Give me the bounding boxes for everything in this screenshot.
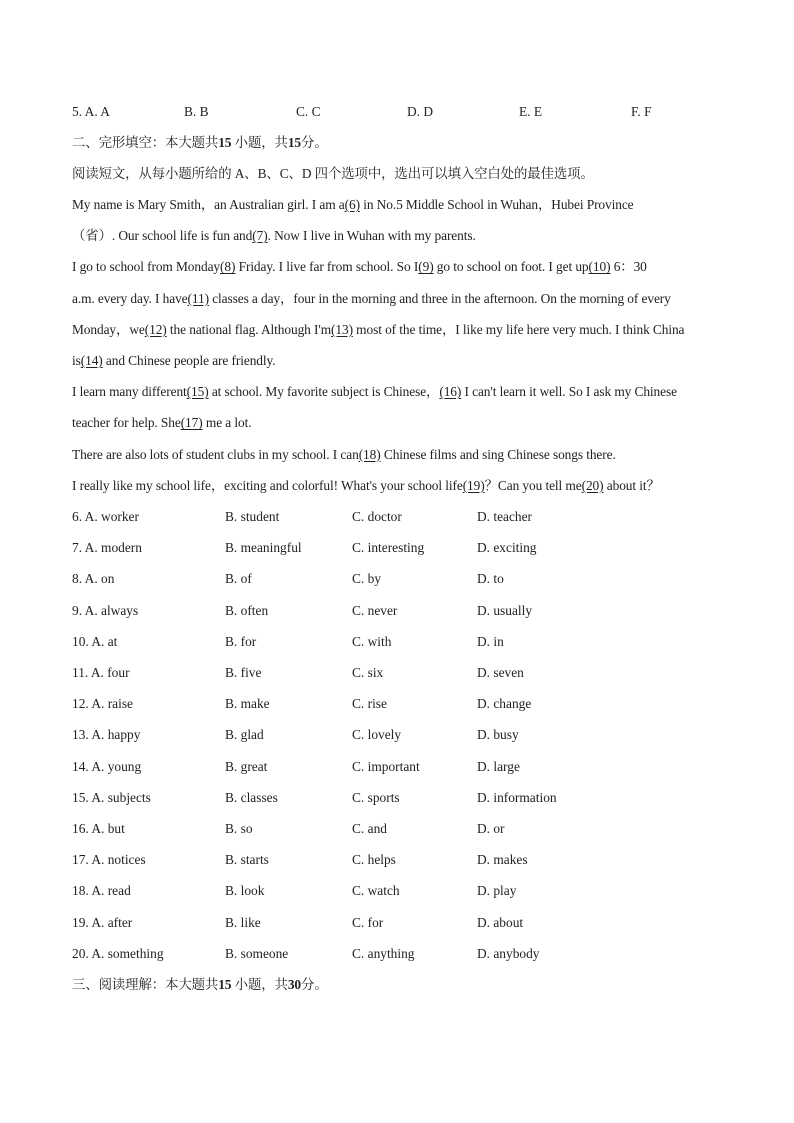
section-title-text: 二、完形填空：本大题共 [72,135,219,150]
option-text: A. happy [91,727,141,743]
passage-text: （省）. Our school life is fun and [72,228,253,244]
question-number: 13. [72,727,89,743]
option-c: C. sports [352,789,400,805]
section-title-text: 分。 [301,977,328,992]
option-c: C. rise [352,696,387,712]
section-title-text: 分。 [301,135,328,150]
option-c: C. for [352,914,384,930]
option-a [72,881,131,901]
passage-line [72,257,647,277]
option-text: A. A [84,104,110,119]
question-number: 19. [72,914,89,930]
question-5-f: F. F [631,104,652,119]
passage-text: me a lot. [202,415,252,431]
option-d: D. about [477,914,524,930]
option-text: A. always [84,602,139,618]
option-b: B. starts [225,852,269,868]
blank-number: (13) [331,321,353,337]
question-number: 15. [72,789,89,805]
question-count: 15 [218,135,232,150]
passage-text: most of the time，I like my life here very much. I think China [352,321,685,337]
option-d: D. anybody [477,945,540,961]
option-b: B. for [225,633,257,649]
passage-text: Monday，we [72,321,145,337]
option-b: B. so [225,821,253,836]
option-c: C. lovely [352,727,402,743]
option-a [72,601,138,621]
passage-text: Chinese films and sing Chinese songs there. [380,446,616,462]
passage-line [72,320,684,340]
option-d: D. in [477,633,504,649]
option-c: C. helps [352,852,396,868]
option-text: A. raise [91,696,134,712]
question-number: 10. [72,633,89,649]
option-b: B. like [225,914,261,930]
section-2-title [72,133,328,153]
option-d: D. change [477,696,532,712]
option-text: A. four [90,665,130,680]
option-a [72,944,164,964]
question-number: 7. [72,540,83,556]
passage-text: My name is Mary Smith，an Australian girl. I am a [72,197,345,212]
passage-text: . Now I live in Wuhan with my parents. [267,228,476,244]
section-score: 30 [287,977,302,992]
passage-line [72,476,660,496]
option-d: D. makes [477,852,528,868]
option-b: B. great [225,758,268,774]
question-5-a [72,102,110,122]
blank-number: (6) [344,197,360,212]
option-c: C. never [352,602,398,618]
passage-text: I really like my school life，exciting and colorful! What's your school life [72,477,463,493]
option-b: B. of [225,571,252,587]
blank-number: (15) [186,384,209,400]
passage-line [72,382,677,402]
passage-text: is [72,353,81,368]
option-a [72,913,132,933]
passage-text: I can't learn it well. So I ask my Chinese [461,384,677,400]
blank-number: (12) [144,321,167,337]
option-a [72,632,117,652]
option-c: C. interesting [352,540,425,556]
passage-text: in No.5 Middle School in Wuhan，Hubei Province [359,197,634,212]
passage-text: Friday. I live far from school. So I [235,259,419,275]
option-d: D. seven [477,665,524,680]
option-a [72,850,146,870]
option-d: D. teacher [477,509,533,524]
option-b: B. meaningful [225,540,302,556]
option-b: B. someone [225,945,289,961]
option-a [72,757,141,777]
option-c: C. and [352,821,387,836]
passage-text: go to school on foot. I get up [433,259,589,275]
option-a [72,788,151,808]
blank-number: (14) [80,353,103,368]
passage-text: a.m. every day. I have [72,290,188,306]
passage-text: and Chinese people are friendly. [102,353,276,368]
section-title-text: 小题，共 [234,977,288,992]
question-5-b: B. B [184,104,209,119]
option-d: D. large [477,758,520,774]
blank-number: (11) [187,290,209,306]
question-number: 17. [72,852,89,868]
blank-number: (7) [252,228,268,244]
passage-text: the national flag. Although I'm [166,321,332,337]
question-5-e: E. E [519,104,543,119]
passage-text: ？Can you tell me [484,477,582,493]
option-b: B. often [225,602,269,618]
option-text: A. subjects [91,789,151,805]
option-b: B. classes [225,789,278,805]
option-text: A. read [91,883,131,899]
option-c: C. six [352,665,384,680]
option-text: A. but [91,821,125,836]
passage-line [72,289,671,309]
passage-line [72,226,476,246]
passage-line [72,445,616,465]
option-c: C. watch [352,883,400,899]
option-text: A. modern [84,540,142,556]
blank-number: (8) [220,259,236,275]
option-d: D. information [477,789,557,805]
blank-number: (18) [358,446,381,462]
passage-text: classes a day，four in the morning and three in the afternoon. On the morning of every [208,290,671,306]
question-number: 11. [72,665,89,680]
option-a [72,694,133,714]
question-number: 20. [72,945,89,961]
option-c: C. with [352,633,392,649]
option-text: A. after [91,914,133,930]
option-d: D. busy [477,727,519,743]
passage-text: There are also lots of student clubs in my school. I can [72,446,359,462]
option-a [72,538,142,558]
option-text: A. notices [91,852,146,868]
passage-text: I learn many different [72,384,187,400]
section-score: 15 [287,135,302,150]
passage-text: I go to school from Monday [72,259,221,275]
passage-line [72,351,275,371]
option-b: B. glad [225,727,264,743]
passage-line [72,413,251,433]
question-number: 14. [72,758,89,774]
option-d: D. play [477,883,517,899]
option-text: A. worker [84,509,139,524]
blank-number: (20) [581,477,604,493]
option-b: B. look [225,883,265,899]
question-number: 12. [72,696,89,712]
option-c: C. anything [352,945,415,961]
option-c: C. doctor [352,509,402,524]
option-a [72,569,114,589]
question-number: 16. [72,821,89,836]
question-number: 5. [72,104,83,119]
option-c: C. by [352,571,382,587]
section-title-text: 小题，共 [234,135,288,150]
question-number: 9. [72,602,83,618]
option-text: A. something [91,945,164,961]
blank-number: (10) [588,259,611,275]
question-count: 15 [218,977,232,992]
section-instruction: 阅读短文，从每小题所给的 A、B、C、D 四个选项中，选出可以填入空白处的最佳选项。 [72,166,594,181]
blank-number: (16) [439,384,462,400]
blank-number: (9) [418,259,434,275]
option-b: B. make [225,696,270,712]
option-d: D. exciting [477,540,537,556]
option-a [72,725,140,745]
option-b: B. five [225,665,262,680]
passage-text: teacher for help. She [72,415,181,431]
question-5-d: D. D [407,104,434,119]
passage-text: 6：30 [610,259,647,275]
option-c: C. important [352,758,420,774]
question-5-c: C. C [296,104,321,119]
option-text: A. on [84,571,115,587]
option-a [72,507,139,527]
question-number: 18. [72,883,89,899]
passage-line [72,195,634,215]
option-d: D. or [477,821,505,836]
question-number: 8. [72,571,83,587]
blank-number: (17) [180,415,203,431]
option-d: D. usually [477,602,533,618]
option-a [72,663,130,683]
question-number: 6. [72,509,83,524]
option-b: B. student [225,509,280,524]
passage-text: about it？ [603,477,660,493]
option-text: A. at [91,633,118,649]
option-a [72,819,125,839]
passage-text: at school. My favorite subject is Chinese， [208,384,440,400]
blank-number: (19) [462,477,485,493]
option-d: D. to [477,571,504,587]
section-3-title [72,975,328,995]
section-title-text: 三、阅读理解：本大题共 [72,977,219,992]
option-text: A. young [91,758,142,774]
